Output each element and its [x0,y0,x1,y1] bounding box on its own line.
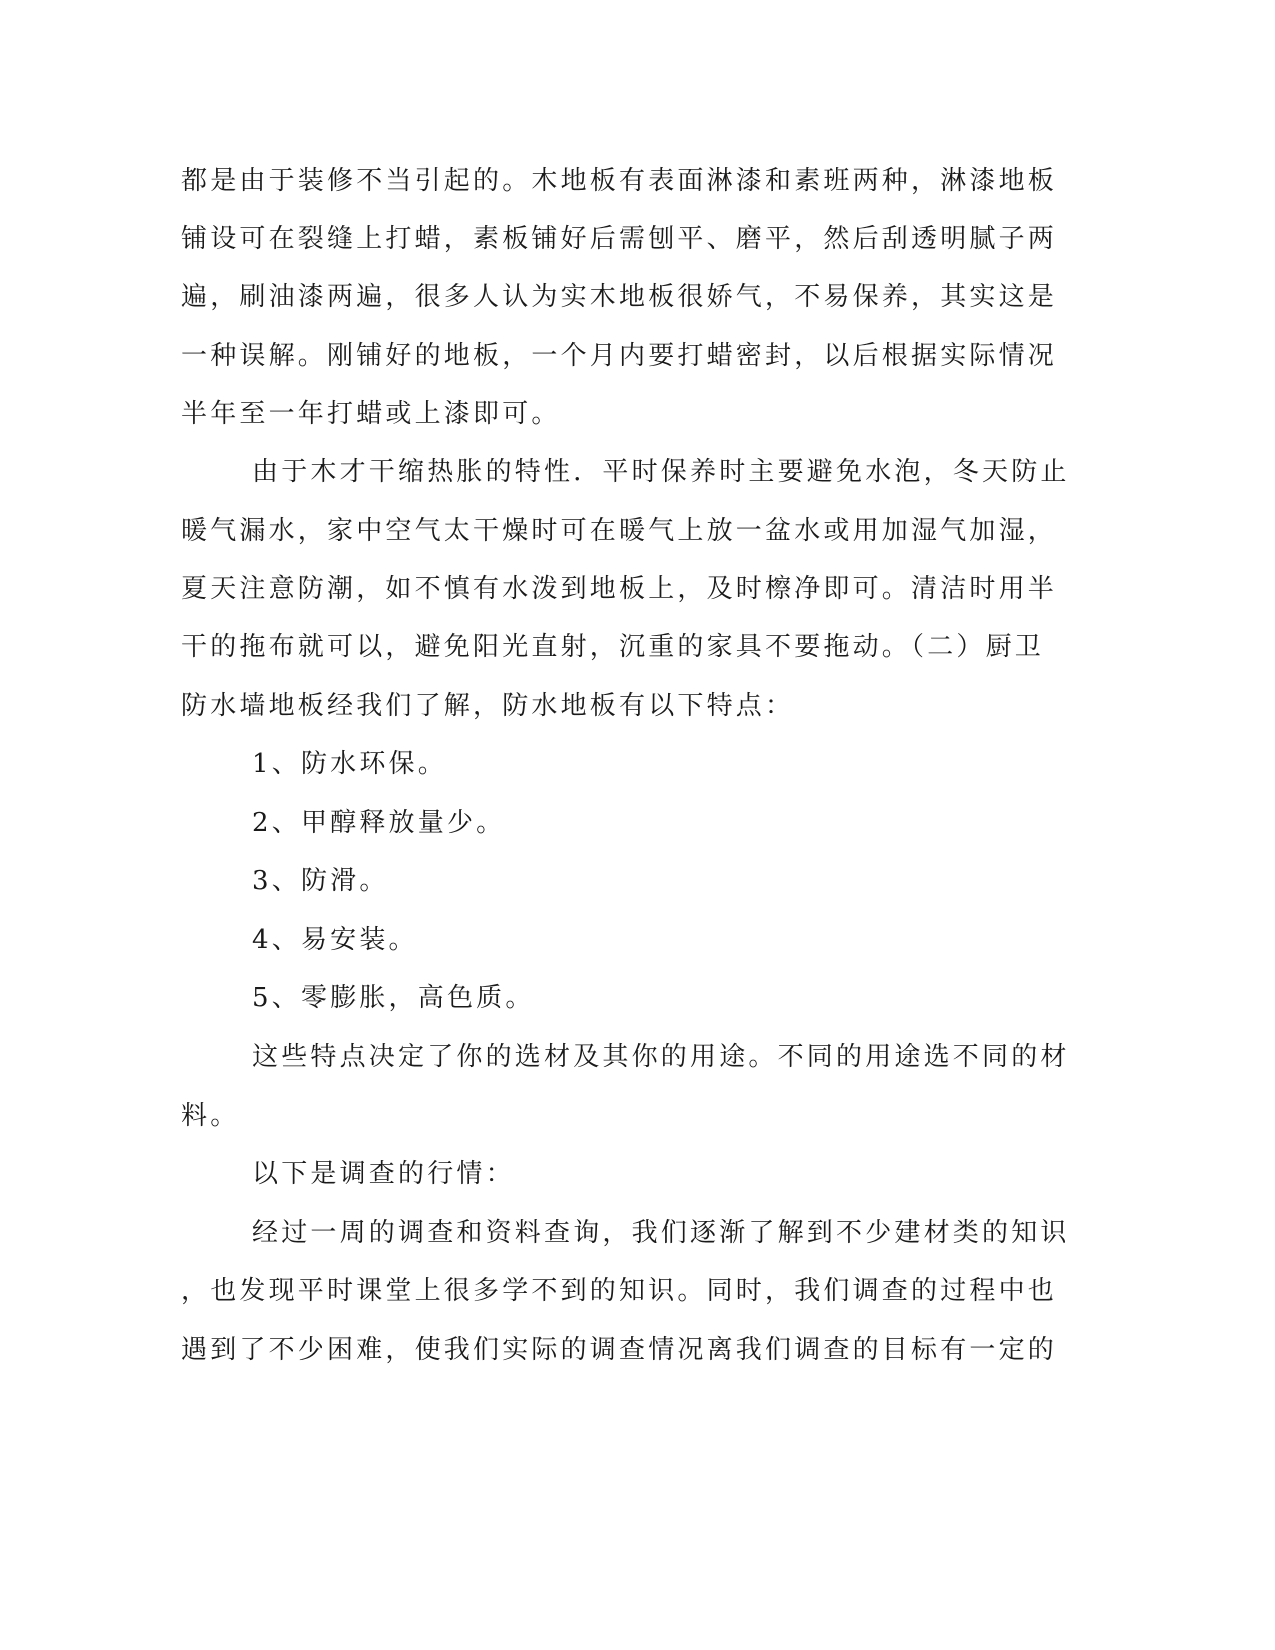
body-line: 一种误解。刚铺好的地板，一个月内要打蜡密封，以后根据实际情况 [181,341,1058,371]
body-line: 遍，刷油漆两遍，很多人认为实木地板很娇气，不易保养，其实这是 [181,282,1058,312]
body-line: 经过一周的调查和资料查询，我们逐渐了解到不少建材类的知识 [252,1218,1070,1248]
body-line: 遇到了不少困难，使我们实际的调查情况离我们调查的目标有一定的 [181,1335,1058,1365]
body-line: 这些特点决定了你的选材及其你的用途。不同的用途选不同的材 [252,1042,1070,1072]
list-item: 4、易安装。 [252,925,418,955]
body-line: 半年至一年打蜡或上漆即可。 [181,399,561,429]
body-line: 防水墙地板经我们了解，防水地板有以下特点： [181,691,795,721]
body-line: 由于木才干缩热胀的特性．平时保养时主要避免水泡，冬天防止 [252,457,1070,487]
body-line: 以下是调查的行情： [252,1159,515,1189]
body-line: 都是由于装修不当引起的。木地板有表面淋漆和素班两种，淋漆地板 [181,166,1058,196]
list-item: 1、防水环保。 [252,749,447,779]
body-line: ，也发现平时课堂上很多学不到的知识。同时，我们调查的过程中也 [181,1276,1058,1306]
list-item: 3、防滑。 [252,866,389,896]
list-item: 5、零膨胀，高色质。 [252,983,535,1013]
body-line: 铺设可在裂缝上打蜡，素板铺好后需刨平、磨平，然后刮透明腻子两 [181,224,1058,254]
list-item: 2、甲醇释放量少。 [252,808,506,838]
body-line: 料。 [181,1101,240,1131]
body-line: 干的拖布就可以，避免阳光直射，沉重的家具不要拖动。（二）厨卫 [181,632,1045,662]
body-line: 暖气漏水，家中空气太干燥时可在暖气上放一盆水或用加湿气加湿， [181,516,1058,546]
body-line: 夏天注意防潮，如不慎有水泼到地板上，及时檫净即可。清洁时用半 [181,574,1058,604]
